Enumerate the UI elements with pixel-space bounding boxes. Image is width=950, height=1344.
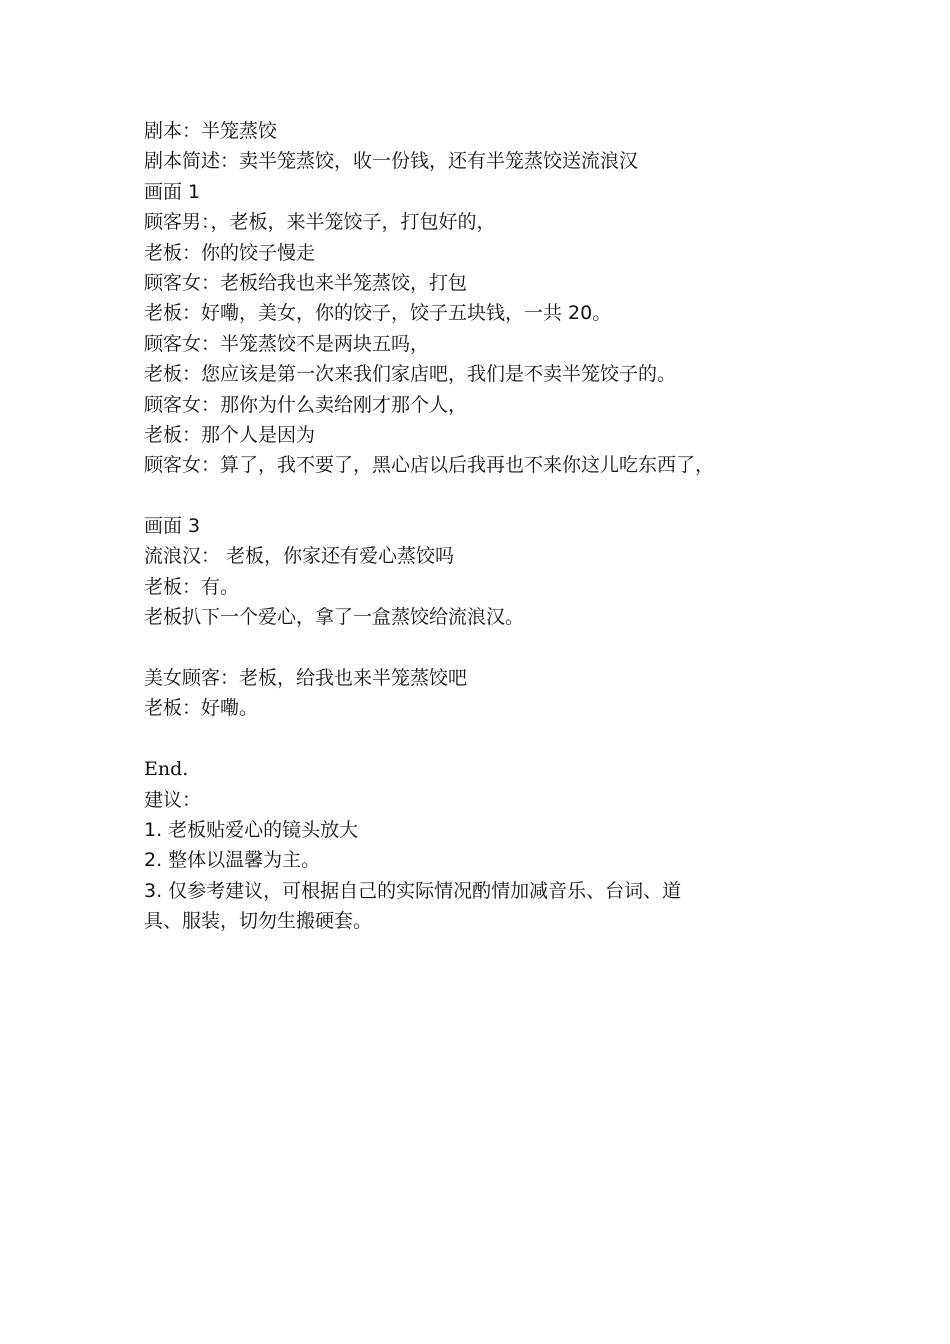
- scene-1-heading: 画面 1: [144, 180, 201, 203]
- action-line: 老板扒下一个爱心，拿了一盒蒸饺给流浪汉。: [144, 606, 525, 629]
- suggestion-item: 1. 老板贴爱心的镜头放大: [144, 818, 359, 841]
- suggestions-heading: 建议：: [144, 788, 202, 811]
- dialogue-line: 顾客男：，老板，来半笼饺子，打包好的，: [144, 211, 496, 234]
- dialogue-line: 老板：您应该是第一次来我们家店吧，我们是不卖半笼饺子的。: [144, 363, 677, 386]
- dialogue-line: 老板：好嘞，美女，你的饺子，饺子五块钱，一共 20。: [144, 302, 612, 325]
- dialogue-line: 老板：好嘞。: [144, 697, 259, 720]
- dialogue-line: 老板：那个人是因为: [144, 423, 316, 446]
- blank-line: [144, 481, 764, 511]
- dialogue-line: 顾客女：半笼蒸饺不是两块五吗，: [144, 332, 430, 355]
- script-title: 剧本：半笼蒸饺: [144, 120, 278, 142]
- suggestion-item: 3. 仅参考建议，可根据自己的实际情况酌情加减音乐、台词、道: [144, 879, 682, 902]
- script-body: [144, 116, 764, 937]
- dialogue-line: 流浪汉： 老板，你家还有爱心蒸饺吗: [144, 545, 455, 568]
- script-summary: 剧本简述：卖半笼蒸饺，收一份钱，还有半笼蒸饺送流浪汉: [144, 150, 639, 173]
- suggestion-item: 具、服装，切勿生搬硬套。: [144, 910, 373, 933]
- dialogue-line: 顾客女：那你为什么卖给刚才那个人，: [144, 393, 468, 416]
- scene-3-heading: 画面 3: [144, 515, 201, 538]
- dialogue-line: 老板：你的饺子慢走: [144, 241, 316, 264]
- suggestion-item: 2. 整体以温馨为主。: [144, 849, 321, 872]
- blank-line: [144, 633, 764, 663]
- dialogue-line: 老板：有。: [144, 575, 240, 598]
- dialogue-line: 顾客女：算了，我不要了，黑心店以后我再也不来你这儿吃东西了，: [144, 454, 715, 477]
- blank-line: [144, 724, 764, 754]
- end-marker: End.: [144, 758, 189, 781]
- dialogue-line: 顾客女：老板给我也来半笼蒸饺，打包: [144, 271, 468, 294]
- dialogue-line: 美女顾客：老板，给我也来半笼蒸饺吧: [144, 667, 468, 690]
